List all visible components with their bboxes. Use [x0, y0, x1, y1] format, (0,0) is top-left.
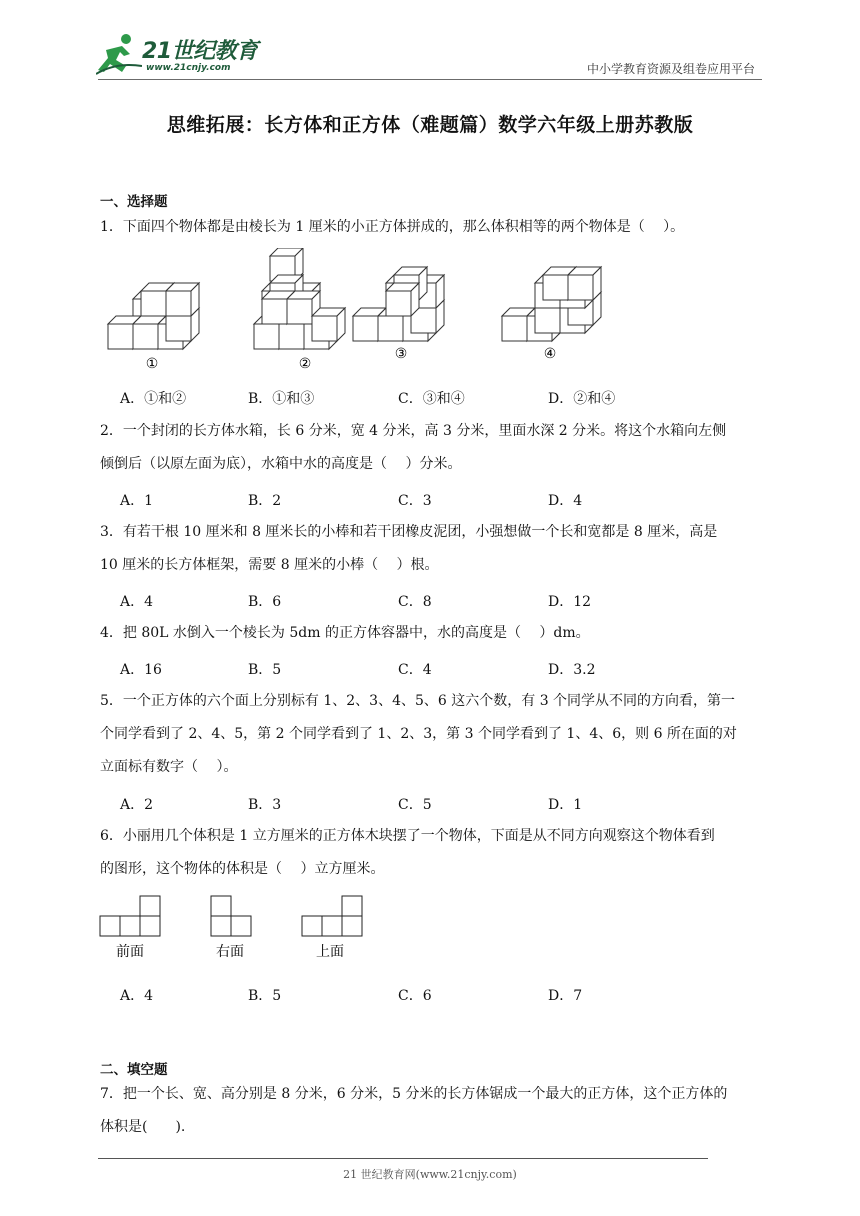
option-d[interactable]: D．7 — [548, 988, 583, 1004]
logo-url: www.21cnjy.com — [146, 63, 231, 73]
page-title: 思维拓展：长方体和正方体（难题篇）数学六年级上册苏教版 — [166, 114, 694, 136]
question-4 — [100, 617, 765, 650]
question-2-line-2: 倾倒后（以原左面为底），水箱中水的高度是（ ）分米。 — [100, 456, 462, 472]
option-d[interactable]: D．4 — [548, 493, 583, 509]
option-b[interactable]: B．6 — [248, 594, 282, 610]
question-1-options — [120, 388, 760, 408]
figure-4-label: ④ — [543, 346, 557, 362]
option-a[interactable]: A．2 — [120, 797, 154, 813]
question-7-line-2: 体积是( ). — [100, 1119, 186, 1135]
logo-title: 21世纪教育 — [142, 39, 258, 64]
question-1 — [100, 211, 765, 244]
option-c[interactable]: C．3 — [398, 493, 432, 509]
question-7-line-1: 7．把一个长、宽、高分别是 8 分米，6 分米，5 分米的长方体锯成一个最大的正方体，这个正方体的 — [100, 1086, 728, 1102]
platform-name: 中小学教育资源及组卷应用平台 — [586, 62, 755, 76]
question-2 — [100, 415, 765, 481]
question-2-line-1: 2．一个封闭的长方体水箱，长 6 分米，宽 4 分米，高 3 分米，里面水深 2 分米。将这个水箱向左侧 — [100, 423, 727, 439]
section-heading-fill: 二、填空题 — [100, 1062, 168, 1078]
question-3 — [100, 516, 765, 582]
question-1-text: 1．下面四个物体都是由棱长为 1 厘米的小正方体拼成的，那么体积相等的两个物体是（ ）。 — [100, 219, 685, 235]
option-a[interactable]: A．1 — [120, 493, 154, 509]
view-label-front: 前面 — [116, 944, 144, 960]
question-5 — [100, 685, 765, 784]
option-d[interactable]: D．3.2 — [548, 662, 596, 678]
option-b[interactable]: B．5 — [248, 988, 282, 1004]
option-c[interactable]: C．8 — [398, 594, 432, 610]
figure-2-label: ② — [298, 356, 312, 372]
option-d[interactable]: D．②和④ — [548, 391, 616, 407]
option-c[interactable]: C．5 — [398, 797, 432, 813]
figure-4-cubes — [502, 267, 601, 341]
view-label-right: 右面 — [216, 944, 244, 960]
option-c[interactable]: C．4 — [398, 662, 432, 678]
question-6-line-1: 6．小丽用几个体积是 1 立方厘米的正方体木块摆了一个物体，下面是从不同方向观察这个物体看到 — [100, 828, 715, 844]
question-5-options — [120, 794, 760, 814]
question-4-options — [120, 659, 760, 679]
question-5-line-2: 个同学看到了 2、4、5，第 2 个同学看到了 1、2、3，第 3 个同学看到了 1、4、6，则 6 所在面的对 — [100, 726, 737, 742]
footer-text: 21 世纪教育网(www.21cnjy.com) — [343, 1168, 517, 1181]
option-c[interactable]: C．③和④ — [398, 391, 465, 407]
question-6-views — [98, 892, 378, 964]
section-heading-choice: 一、选择题 — [100, 194, 168, 210]
site-logo — [96, 32, 266, 77]
question-2-options — [120, 490, 760, 510]
question-1-figures — [100, 248, 660, 373]
option-d[interactable]: D．1 — [548, 797, 583, 813]
figure-3-cubes — [353, 267, 444, 341]
question-6-options — [120, 985, 760, 1005]
figure-2-cubes — [254, 248, 345, 349]
question-6-line-2: 的图形，这个物体的体积是（ ）立方厘米。 — [100, 861, 385, 877]
option-a[interactable]: A．①和② — [120, 391, 187, 407]
header-divider — [98, 79, 762, 80]
option-a[interactable]: A．4 — [120, 988, 154, 1004]
option-a[interactable]: A．4 — [120, 594, 154, 610]
question-5-line-1: 5．一个正方体的六个面上分别标有 1、2、3、4、5、6 这六个数，有 3 个同学从不同的方向看，第一 — [100, 693, 736, 709]
figure-1-cubes — [108, 283, 199, 349]
option-b[interactable]: B．2 — [248, 493, 282, 509]
question-3-line-1: 3．有若干根 10 厘米和 8 厘米长的小棒和若干团橡皮泥团，小强想做一个长和宽都是 8 厘米，高是 — [100, 524, 718, 540]
view-label-top: 上面 — [316, 944, 344, 960]
question-3-options — [120, 591, 760, 611]
question-6 — [100, 820, 765, 886]
question-3-line-2: 10 厘米的长方体框架，需要 8 厘米的小棒（ ）根。 — [100, 557, 439, 573]
figure-1-label: ① — [145, 356, 159, 372]
question-4-text: 4．把 80L 水倒入一个棱长为 5dm 的正方体容器中，水的高度是（ ）dm。 — [100, 625, 590, 641]
option-b[interactable]: B．5 — [248, 662, 282, 678]
runner-logo-icon — [96, 32, 142, 76]
question-7 — [100, 1078, 765, 1144]
option-d[interactable]: D．12 — [548, 594, 592, 610]
option-b[interactable]: B．①和③ — [248, 391, 315, 407]
question-5-line-3: 立面标有数字（ ）。 — [100, 759, 238, 775]
footer-divider — [98, 1158, 708, 1159]
option-b[interactable]: B．3 — [248, 797, 282, 813]
figure-3-label: ③ — [394, 346, 408, 362]
option-a[interactable]: A．16 — [120, 662, 162, 678]
option-c[interactable]: C．6 — [398, 988, 432, 1004]
